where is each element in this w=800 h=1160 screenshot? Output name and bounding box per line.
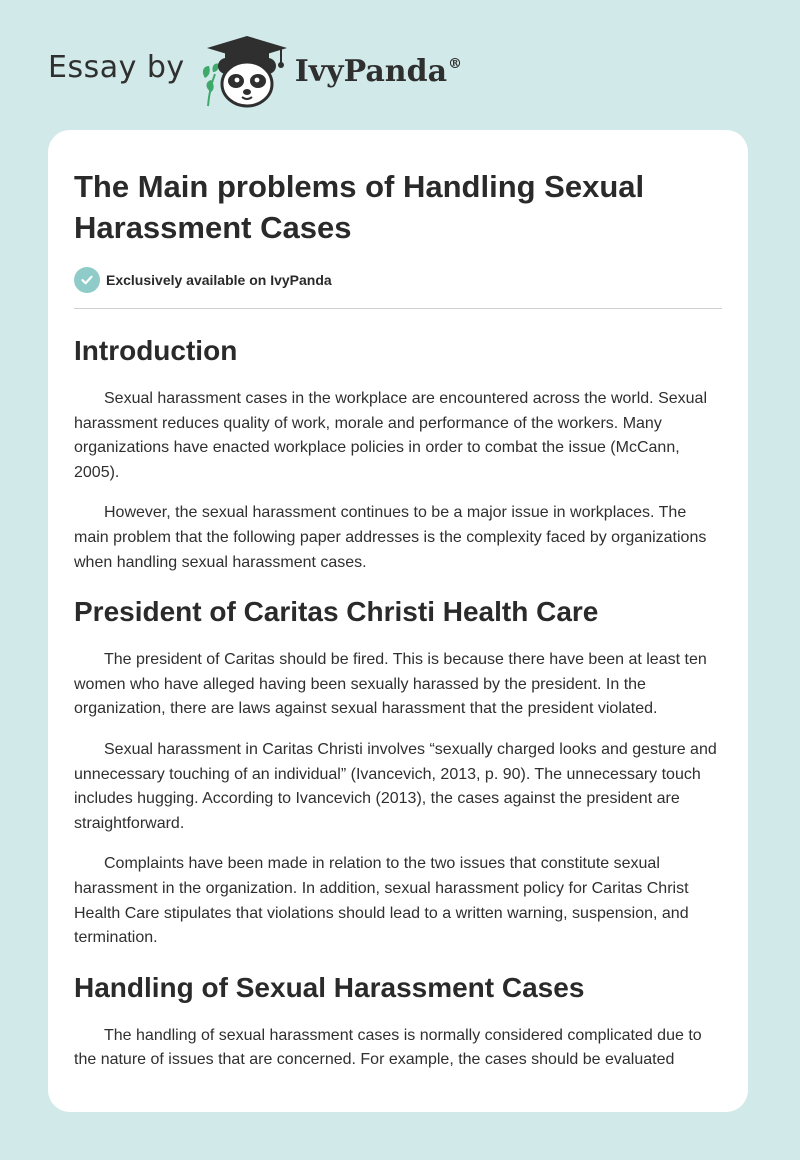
site-header xyxy=(48,32,462,112)
paragraph: The handling of sexual harassment cases is normally considered complicated due to the nature of issues that are concerned. For example, the cases should be evaluated xyxy=(74,1026,702,1069)
section-heading-introduction: Introduction xyxy=(74,335,238,366)
paragraph: Complaints have been made in relation to the two issues that constitute sexual harassment in the organization. In addition, sexual harassment policy for Caritas Christ Health Care stipulates that violations should lead to a written warning, suspension, and termination. xyxy=(74,855,689,947)
paragraph: The president of Caritas should be fired. This is because there have been at least ten women who have alleged having been sexually harassed by the president. In the organization, there are laws against sexual harassment that the president violated. xyxy=(74,651,707,718)
badge-label: Exclusively available on IvyPanda xyxy=(106,272,332,288)
paragraph: However, the sexual harassment continues to be a major issue in workplaces. The main problem that the following paper addresses is the complexity faced by organizations when handling sexual harassment cases. xyxy=(74,504,707,571)
panda-logo-icon[interactable] xyxy=(199,32,291,112)
article-title: The Main problems of Handling Sexual Harassment Cases xyxy=(74,169,645,245)
article-card xyxy=(48,130,748,1112)
exclusive-badge xyxy=(74,267,722,309)
brand-name[interactable]: IvyPanda® xyxy=(294,53,463,89)
paragraph: Sexual harassment cases in the workplace are encountered across the world. Sexual harassment reduces quality of work, morale and performance of the workers. Many organizations have enacted workplace policies in order to combat the issue (McCann, 2005). xyxy=(74,390,707,481)
essay-by-label: Essay by xyxy=(48,49,185,85)
registered-mark: ® xyxy=(448,55,463,72)
section-heading-president: President of Caritas Christi Health Care xyxy=(74,596,599,628)
check-circle-icon xyxy=(74,267,100,293)
section-heading-handling: Handling of Sexual Harassment Cases xyxy=(74,971,585,1003)
paragraph: Sexual harassment in Caritas Christi involves “sexually charged looks and gesture and unnecessary touching of an individual” (Ivancevich, 2013, p. 90). The unnecessary touch includes hugging. According to Ivancevich (2013), the cases against the president are straightforward. xyxy=(74,740,717,832)
